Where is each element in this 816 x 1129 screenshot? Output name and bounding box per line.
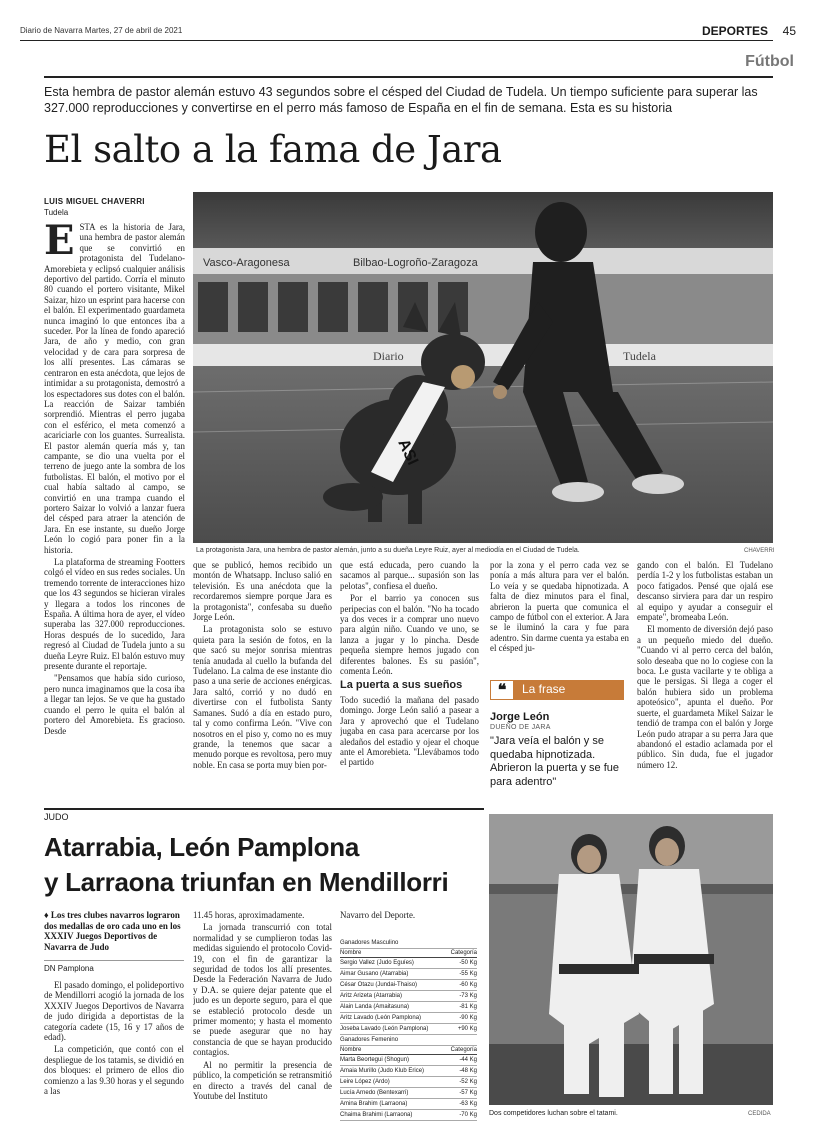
dog-and-owner-image — [193, 192, 773, 543]
byline: LUIS MIGUEL CHAVERRI — [44, 197, 145, 206]
paragraph: Todo sucedió la mañana del pasado domingo. Jorge León salió a pasear a Jara y aprovechó que el Tudelano jugaba en casa para acercarse por los aledaños del estadio y ojear el choque ante el Amorebieta. "Llevábamos todo el partido — [340, 694, 479, 768]
weight-category: -50 Kg — [459, 960, 477, 966]
winner-name: Chaima Brahimi (Larraona) — [340, 1112, 413, 1118]
paragraph: gando con el balón. El Tudelano perdía 1-2 y los futbolistas estaban un poco fatigados. Pensé que ojalá ese descanso sirviera para dar un respiro al equipo y ayudar a conseguir el empate", bromeaba León. — [637, 560, 773, 623]
table-row — [340, 1088, 477, 1099]
paragraph: El pasado domingo, el polideportivo de Mendillorri acogió la jornada de los XXXIV Juegos Deportivos de Navarra de judo dirigida a deportistas de la categoría cadete (15, 16 y 17 años de edad). — [44, 980, 184, 1043]
judo-section-label: JUDO — [44, 812, 69, 822]
winner-name: Amina Brahim (Larraona) — [340, 1101, 408, 1107]
judo-rule — [44, 808, 484, 810]
winner-name: Marta Beortegui (Shogun) — [340, 1057, 410, 1063]
svg-text:Vasco-Aragonesa: Vasco-Aragonesa — [203, 257, 290, 269]
weight-category: -55 Kg — [459, 971, 477, 977]
paragraph: La plataforma de streaming Footters colgó el vídeo en sus redes sociales. Un tremendo torrente de interacciones hizo que los 43 segundos se hicieran virales y llegara a todos los rincones de España. A última hora de ayer, el vídeo superaba las 327.000 reproducciones. Horas después de lo sucedido, Jara regresó al Ciudad de Tudela junto a su dueña Leyre Ruiz. El balón estuvo muy presente durante el reportaje. — [44, 557, 185, 672]
table-row — [340, 1013, 477, 1024]
main-photo — [193, 192, 773, 543]
table-header — [340, 949, 477, 958]
quote-text: "Jara veía el balón y se quedaba hipnotizada. Abrieron la puerta y se fue para adentro" — [490, 735, 620, 788]
svg-text:Tudela: Tudela — [623, 349, 656, 363]
subheading: La puerta a sus sueños — [340, 679, 463, 692]
article-column-5 — [637, 560, 773, 806]
paragraph: La competición, que contó con el despliegue de los tatamis, se dividió en dos bloques: el primero de ellos dio comienzo a las 9.30 horas y el segundo a las — [44, 1044, 184, 1097]
judo-headline-line-1: Atarrabia, León Pamplona — [44, 832, 359, 862]
judo-summary — [44, 910, 184, 952]
winner-name: Joseba Lavado (León Pamplona) — [340, 1026, 429, 1032]
judo-photo — [489, 814, 773, 1105]
paragraph: Navarro del Deporte. — [340, 910, 416, 920]
subsection-name: Fútbol — [745, 53, 794, 70]
weight-category: -63 Kg — [459, 1101, 477, 1107]
judo-fighters-image — [489, 814, 773, 1105]
paragraph: que está educada, pero cuando la sacamos al parque... supasión son las pelotas", confiesa el dueño. — [340, 560, 479, 591]
table-row — [340, 1024, 477, 1035]
winner-name: César Otazu (Jundai-Thaiso) — [340, 982, 418, 988]
judo-photo-caption: Dos competidores luchan sobre el tatami. — [489, 1110, 618, 1117]
quote-label: La frase — [522, 682, 566, 696]
judo-column-1 — [44, 980, 184, 1108]
table-row — [340, 969, 477, 980]
winner-name: Sergio Vallez (Judo Eguíes) — [340, 960, 414, 966]
paragraph: "Pensamos que había sido curioso, pero nunca imaginamos que la cosa iba a llegar tan lejos. Se ve que ha gustado cuando el perro le quita el balón al portero del Amorebieta. Es gracioso. Desde — [44, 673, 185, 736]
quote-author-role: DUEÑO DE JARA — [490, 724, 551, 731]
column-header-category: Categoría — [450, 1047, 477, 1053]
weight-category: +90 Kg — [457, 1026, 477, 1032]
judo-photo-credit: CEDIDA — [748, 1111, 771, 1117]
column-header-name: Nombre — [340, 1047, 362, 1053]
svg-text:Diario: Diario — [373, 349, 404, 363]
weight-category: -48 Kg — [459, 1068, 477, 1074]
judo-dateline: DN Pamplona — [44, 964, 94, 973]
paragraph: Por el barrio ya conocen sus peripecias con el balón. "No ha tocado ya dos veces ir a comprar uno nuevo para algún niño. Cuando ve uno, se lanza a jugar y lo pincha. Desde pequeña siempre hemos jugado con diferentes balones. Es su pasión", comenta León. — [340, 593, 479, 677]
winner-name: Aimar Gusano (Atarrabia) — [340, 971, 409, 977]
column-header-name: Nombre — [340, 950, 362, 956]
table-row — [340, 1066, 477, 1077]
svg-text:ASI: ASI — [394, 436, 422, 468]
paragraph: por la zona y el perro cada vez se ponía a más altura para ver el balón. Lo veía y se quedaba hipnotizada. A falta de diez minutos para el final, abrieron la puerta que comunica el campo de fútbol con el exterior. A Jara se le iluminó la cara y fue para adentro. Sin darme cuenta ya estaba en el césped ju- — [490, 560, 629, 654]
table-group-title: Ganadores Femenino — [340, 1035, 477, 1046]
table-row — [340, 991, 477, 1002]
table-row — [340, 980, 477, 991]
table-row — [340, 1077, 477, 1088]
table-row — [340, 1055, 477, 1066]
table-row — [340, 958, 477, 969]
weight-category: -70 Kg — [459, 1112, 477, 1118]
dateline-place: Tudela — [44, 208, 69, 217]
paragraph: 11.45 horas, aproximadamente. — [193, 910, 305, 920]
judo-column-2 — [193, 910, 332, 1108]
deck-rule — [44, 76, 773, 78]
paragraph: que se publicó, hemos recibido un montón de Whatsapp. Incluso salió en televisión. Es una anécdota que la recordaremos siempre porque Jara es la protagonista", confesaba su dueño Jorge León. — [193, 560, 332, 623]
column-header-category: Categoría — [450, 950, 477, 956]
weight-category: -57 Kg — [459, 1090, 477, 1096]
table-header — [340, 1046, 477, 1055]
results-table — [340, 938, 477, 1121]
drop-cap: E — [44, 222, 75, 264]
section-name: DEPORTES — [701, 24, 768, 38]
article-column-4 — [490, 560, 629, 675]
top-rule — [20, 40, 773, 41]
quote-author: Jorge León — [490, 711, 550, 723]
table-row — [340, 1002, 477, 1013]
table-group-title: Ganadores Masculino — [340, 938, 477, 949]
svg-text:Bilbao-Logroño-Zaragoza: Bilbao-Logroño-Zaragoza — [353, 257, 478, 269]
photo-credit: CHAVERRI — [744, 548, 775, 554]
paragraph: El momento de diversión dejó paso a un pequeño miedo del dueño. "Cuando vi al perro cerca del balón, solo deseaba que no lo cogiese con la boca. Le gusta vacilarte y te obliga a que le persigas. Si llega a coger el balón hubiera sido un problema apoteósico", apunta el dueño. Por suerte, el guardameta Mikel Saizar le tendió de trampa con el balón y Jorge León pudo atrapar a su perra Jara que abandonó el estadio aclamada por el público. Sin duda, fue el jugador número 12. — [637, 624, 773, 770]
weight-category: -90 Kg — [459, 1015, 477, 1021]
photo-caption: La protagonista Jara, una hembra de pastor alemán, junto a su dueña Leyre Ruiz, ayer al mediodía en el Ciudad de Tudela. — [196, 547, 580, 554]
page-number: 45 — [782, 24, 796, 38]
winner-name: Lucía Arnedo (Bentexarri) — [340, 1090, 409, 1096]
paragraph: La jornada transcurrió con total normalidad y se cumplieron todas las medidas siguiendo el protocolo Covid-19, con el fin de garantizar la seguridad de todos los allí presentes. Desde la Federación Navarra de Judo y D.A. se quiere dejar patente que el judo es un deporte seguro, para el que se estableció protocolo desde un primer momento; y hasta el momento se puede asegurar que no hay constancia de que se hayan producido contagios. — [193, 922, 332, 1058]
article-headline: El salto a la fama de Jara — [44, 128, 502, 171]
paragraph: La protagonista solo se estuvo quieta para la sesión de fotos, en la que sacó su mejor sonrisa mientras tenía anudada al cuello la bufanda del Tudelano. La calma de ese instante dio paso a una serie de acciones enérgicas. Jara saltó, corrió y no dudó en divertirse con el futbolista Santy Samanes. Sudó a día en estado puro, tal y como confirma León. "Vive con nosotros en el piso y, como no es muy grande, la tenemos que sacar a menudo porque es revoltosa, pero muy noble. En casa se porta muy bien por- — [193, 624, 332, 770]
weight-category: -44 Kg — [459, 1057, 477, 1063]
paragraph: Al no permitir la presencia de público, la competición se retransmitió en directo a través del canal de Youtube del Instituto — [193, 1059, 332, 1101]
summary-rule — [44, 960, 184, 961]
paragraph: STA es la historia de Jara, una hembra de pastor alemán que se convirtió en protagonista del Tudelano-Amorebieta y eclipsó cualquier análisis deportivo del partido. Corría el minuto 80 cuando el portero visitante, Mikel Saizar, hizo un esprint para hacerse con el balón. El experimentado guardameta nunca imaginó lo que entonces iba a suceder. Por la línea de fondo apareció Jara, de año y medio, con gran velocidad y de cara para sorpresa de los allí presentes. Las cámaras se centraron en esta anécdota, que lejos de intimidar a su protagonista, demostró a los espectadores sus dotes con el balón. La reacción de Saizar también sorprendió. Mientras el perro jugaba con el esférico, el meta comenzó a acariciarle con los guantes. Surrealista. El pastor alemán quería más y, tan campante, se dio una vuelta por el terreno de juego ante la sombra de los futbolistas. El balón, el motivo por el cual había saltado al campo, se convirtió en una trampa cuando el portero Saizar lo volvió a lanzar fuera del césped para atraer la atención de Jara. En ese instante, su dueño Jorge León lo cogió para poner fin a la historia. — [44, 222, 185, 555]
article-deck: Esta hembra de pastor alemán estuvo 43 segundos sobre el césped del Ciudad de Tudela. Un tiempo suficiente para superar las 327.000 reproducciones y convertirse en el perro más famoso de España en el fin de semana. Esta es su historia — [44, 85, 758, 115]
quote-icon: ❝ — [490, 680, 514, 700]
judo-summary-text: Los tres clubes navarros lograron dos medallas de oro cada uno en los XXXIV Juegos Deportivos de Navarra de Judo — [44, 910, 181, 952]
winner-name: Aritz Arizeta (Atarrabia) — [340, 993, 403, 999]
winner-name: Amaia Murillo (Judo Klub Erice) — [340, 1068, 425, 1074]
article-column-2 — [193, 560, 332, 806]
weight-category: -52 Kg — [459, 1079, 477, 1085]
weight-category: -73 Kg — [459, 993, 477, 999]
table-row — [340, 1110, 477, 1121]
weight-category: -81 Kg — [459, 1004, 477, 1010]
judo-headline-line-2: y Larraona triunfan en Mendillorri — [44, 867, 449, 897]
winner-name: Aritz Lavado (León Pamplona) — [340, 1015, 422, 1021]
judo-headline — [44, 830, 448, 900]
paper-date-line: Diario de Navarra Martes, 27 de abril de 2021 — [20, 26, 183, 35]
bullet-icon: ♦ — [44, 910, 49, 920]
winner-name: Leire López (Ardo) — [340, 1079, 390, 1085]
weight-category: -60 Kg — [459, 982, 477, 988]
article-column-3 — [340, 560, 479, 806]
judo-column-3 — [340, 910, 479, 930]
winner-name: Alain Landa (Amaitasuna) — [340, 1004, 410, 1010]
table-row — [340, 1099, 477, 1110]
article-column-1 — [44, 222, 185, 806]
